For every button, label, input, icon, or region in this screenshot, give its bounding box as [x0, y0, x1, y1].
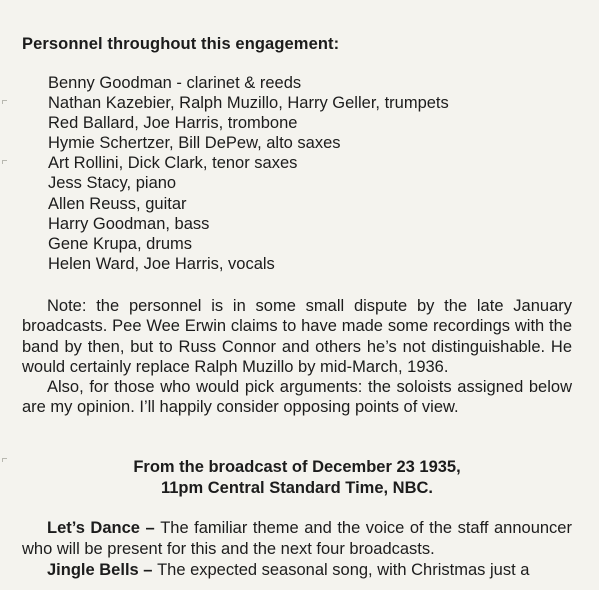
personnel-list — [48, 73, 449, 274]
track-entry — [22, 518, 572, 560]
personnel-heading: Personnel throughout this engagement: — [22, 35, 340, 53]
margin-mark — [2, 160, 7, 164]
margin-mark — [2, 100, 7, 104]
track-entry — [22, 560, 572, 581]
track-dash: – — [139, 519, 161, 537]
broadcast-heading — [22, 457, 572, 499]
track-notes — [22, 518, 572, 581]
track-title: Let’s Dance — [47, 519, 140, 537]
opinion-paragraph: Also, for those who would pick arguments: the soloists assigned below are my opinion. I’ll happily consider opposing points of view. — [22, 378, 572, 417]
margin-mark — [2, 458, 7, 462]
note-paragraph: Note: the personnel is in some small dispute by the late January broadcasts. Pee Wee Erwin claims to have made some recordings with the band by then, but to Russ Connor and others he’s not distinguishable. He would certainly replace Ralph Muzillo by mid-March, 1936. — [22, 297, 572, 376]
broadcast-time-line: 11pm Central Standard Time, NBC. — [160, 479, 434, 497]
personnel-item: Benny Goodman - clarinet & reeds — [48, 74, 302, 92]
personnel-item: Hymie Schertzer, Bill DePew, alto saxes — [48, 134, 341, 153]
track-dash: – — [138, 561, 158, 579]
personnel-item: Helen Ward, Joe Harris, vocals — [48, 254, 275, 273]
track-description: The expected seasonal song, with Christmas just a — [157, 561, 530, 579]
personnel-item: Jess Stacy, piano — [48, 174, 177, 193]
track-description: The familiar theme and the voice of the staff announcer who will be present for this and the next four broadcasts. — [22, 519, 572, 558]
personnel-item: Allen Reuss, guitar — [48, 194, 187, 213]
track-title: Jingle Bells — [47, 561, 139, 579]
personnel-item: Gene Krupa, drums — [48, 234, 192, 253]
personnel-item: Nathan Kazebier, Ralph Muzillo, Harry Geller, trumpets — [48, 94, 449, 113]
personnel-item: Harry Goodman, bass — [48, 214, 210, 233]
broadcast-date-line: From the broadcast of December 23 1935, — [133, 458, 461, 476]
personnel-item: Art Rollini, Dick Clark, tenor saxes — [48, 154, 298, 173]
personnel-item: Red Ballard, Joe Harris, trombone — [48, 114, 298, 133]
